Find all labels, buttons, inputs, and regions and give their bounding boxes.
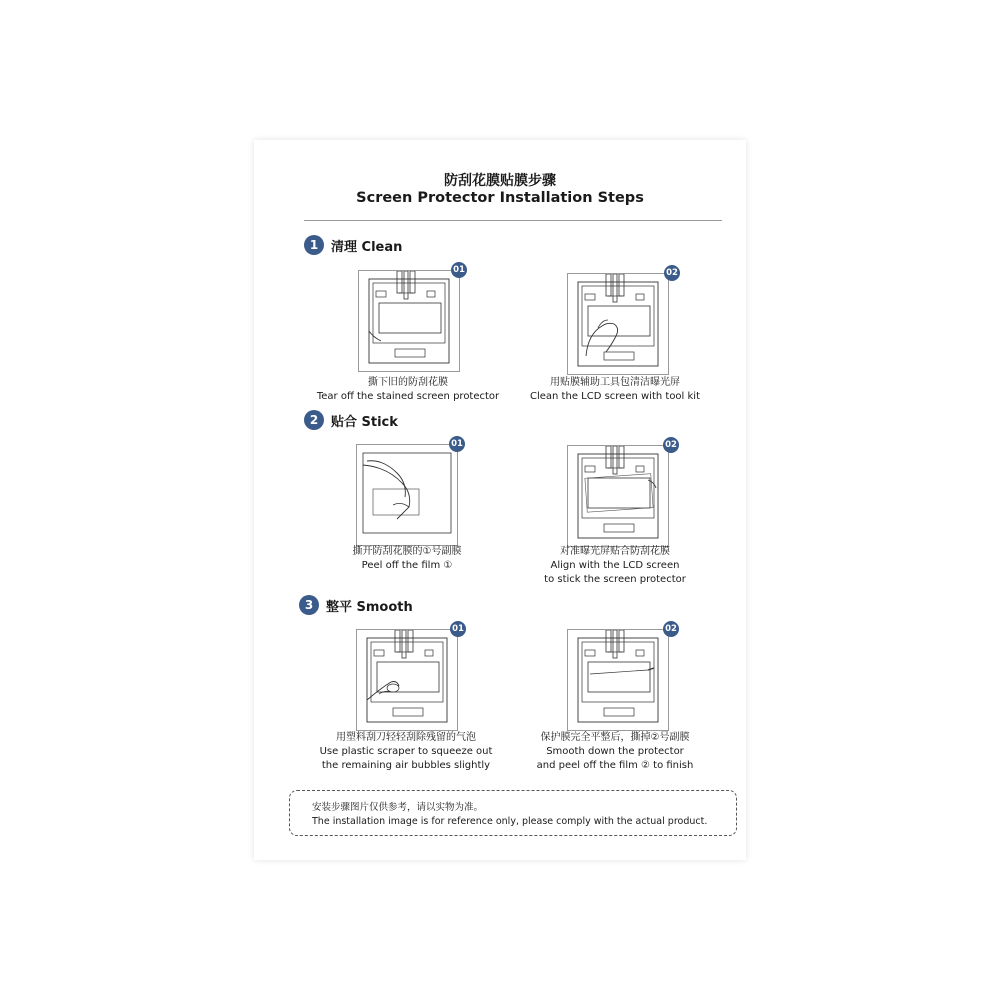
section-number-badge: 2 xyxy=(304,410,324,430)
section-stick-header xyxy=(304,410,398,430)
caption-cn: 撕开防刮花膜的①号副膜 xyxy=(352,546,462,557)
caption-en-line: Clean the LCD screen with tool kit xyxy=(530,391,700,402)
peel-film-drawing xyxy=(357,445,457,545)
section-label: 清理 Clean xyxy=(331,239,403,255)
section-number-badge: 3 xyxy=(299,595,319,615)
caption-en-line: the remaining air bubbles slightly xyxy=(321,760,491,771)
section-label: 整平 Smooth xyxy=(326,599,413,615)
step-badge: 01 xyxy=(449,436,465,452)
caption-en-line: Smooth down the protector xyxy=(546,746,684,757)
illustration-clean-1 xyxy=(358,270,460,372)
caption-cn: 对准曝光屏贴合防刮花膜 xyxy=(560,546,670,557)
printer-align-protector-drawing xyxy=(568,446,668,546)
caption-cn: 撕下旧的防刮花膜 xyxy=(368,377,448,388)
caption-en-line: Tear off the stained screen protector xyxy=(316,391,500,402)
step-badge: 01 xyxy=(450,621,466,637)
section-label: 贴合 Stick xyxy=(331,414,398,430)
step-caption xyxy=(308,376,508,404)
printer-scrape-bubbles-drawing xyxy=(357,630,457,730)
step-caption xyxy=(515,545,715,587)
title-divider xyxy=(304,220,722,221)
printer-peel-old-film-drawing xyxy=(359,271,459,371)
step-caption xyxy=(515,376,715,404)
illustration-clean-2 xyxy=(567,273,669,375)
caption-en-line: and peel off the film ② to finish xyxy=(536,760,694,771)
title-english: Screen Protector Installation Steps xyxy=(356,190,644,206)
caption-cn: 用塑料刮刀轻轻刮除残留的气泡 xyxy=(336,732,476,743)
note-cn: 安装步骤图片仅供参考，请以实物为准。 xyxy=(312,802,484,813)
caption-en-line: Use plastic scraper to squeeze out xyxy=(319,746,493,757)
section-clean-header xyxy=(304,235,402,255)
caption-cn: 用贴膜辅助工具包清洁曝光屏 xyxy=(550,377,680,388)
printer-wipe-screen-drawing xyxy=(568,274,668,374)
note-en: The installation image is for reference only, please comply with the actual product. xyxy=(312,816,708,827)
reference-note-box xyxy=(289,790,737,836)
section-smooth-header xyxy=(299,595,413,615)
step-badge: 02 xyxy=(663,621,679,637)
caption-en-line: Align with the LCD screen xyxy=(550,560,680,571)
caption-en-line: Peel off the film ① xyxy=(361,560,453,571)
title-chinese: 防刮花膜贴膜步骤 xyxy=(444,173,556,189)
illustration-smooth-2 xyxy=(567,629,669,731)
step-badge: 02 xyxy=(663,437,679,453)
step-caption xyxy=(307,545,507,573)
illustration-smooth-1 xyxy=(356,629,458,731)
step-caption xyxy=(306,731,506,773)
step-badge: 02 xyxy=(664,265,680,281)
illustration-stick-1 xyxy=(356,444,458,546)
instruction-card xyxy=(254,140,746,860)
illustration-stick-2 xyxy=(567,445,669,547)
caption-cn: 保护膜完全平整后，撕掉②号副膜 xyxy=(540,732,690,743)
printer-peel-film-finish-drawing xyxy=(568,630,668,730)
step-badge: 01 xyxy=(451,262,467,278)
step-caption xyxy=(515,731,715,773)
caption-en-line: to stick the screen protector xyxy=(544,574,686,585)
section-number-badge: 1 xyxy=(304,235,324,255)
